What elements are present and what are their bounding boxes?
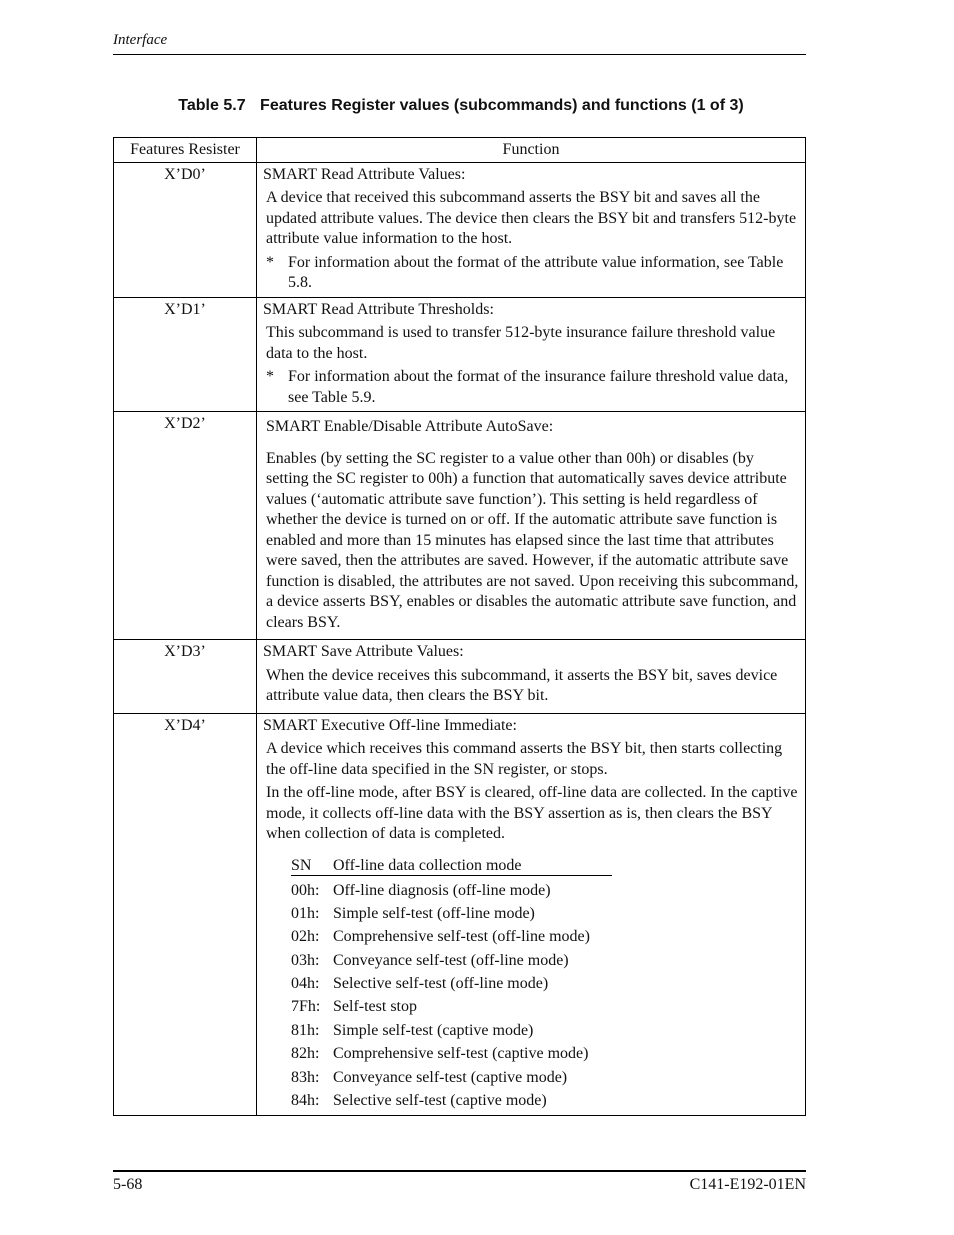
list-item [291, 1019, 799, 1042]
function-description: A device that received this subcommand asserts the BSY bit and saves all the updated attribute values. The device then clears the BSY bit and transfers 512-byte attribute value information to the host. [266, 189, 797, 247]
sn-mode: Comprehensive self-test (off-line mode) [333, 928, 590, 946]
list-item [291, 925, 799, 948]
sn-code: 02h: [291, 928, 320, 946]
sn-header-code: SN [291, 856, 312, 874]
sn-mode: Comprehensive self-test (captive mode) [333, 1045, 589, 1063]
list-item [291, 879, 799, 902]
column-header-features: Features Resister [114, 138, 257, 163]
sn-code: 04h: [291, 975, 320, 993]
sn-mode: Off-line diagnosis (off-line mode) [333, 881, 551, 899]
list-item [291, 972, 799, 995]
sn-mode: Selective self-test (captive mode) [333, 1092, 547, 1110]
table-row [114, 297, 806, 412]
function-title: SMART Read Attribute Values: [263, 165, 466, 183]
table-row [114, 412, 806, 640]
note-text: For information about the format of the attribute value information, see Table 5.8. [288, 253, 784, 291]
table-row [114, 713, 806, 1116]
table-header-row [114, 138, 806, 163]
feature-code: X’D1’ [114, 297, 257, 412]
sn-code: 81h: [291, 1021, 320, 1039]
sn-mode: Conveyance self-test (captive mode) [333, 1068, 568, 1086]
function-description: A device which receives this command asserts the BSY bit, then starts collecting the off-line data specified in the SN register, or stops. [266, 740, 783, 778]
list-item [291, 1042, 799, 1065]
function-cell [257, 412, 806, 640]
note-text: For information about the format of the insurance failure threshold value data, see Table 5.9. [288, 368, 789, 406]
function-title: SMART Enable/Disable Attribute AutoSave: [266, 418, 554, 435]
feature-code: X’D4’ [114, 713, 257, 1116]
list-item [291, 1066, 799, 1089]
table-caption [0, 97, 922, 115]
running-header: Interface [113, 32, 168, 48]
function-description: Enables (by setting the SC register to a value other than 00h) or disables (by setting the SC register to 00h) a function that automatically saves device attribute values (‘automatic attribute save function’). This setting is held regardless of whether the device is turned on or off. If the automatic attribute save function is enabled and more than 15 minutes has elapsed since the last time that attributes were saved, then the attributes are saved. However, if the automatic attribute save function is disabled, the attributes are not saved. Upon receiving this subcommand, a device asserts BSY, enables or disables the automatic attribute save function, and clears BSY. [266, 449, 799, 631]
document-id: C141-E192-01EN [689, 1176, 806, 1193]
table-number: Table 5.7 [178, 97, 246, 114]
sn-mode: Conveyance self-test (off-line mode) [333, 951, 569, 969]
sn-code: 82h: [291, 1045, 320, 1063]
function-cell [257, 640, 806, 714]
sn-mode-list [291, 855, 799, 1113]
feature-code: X’D0’ [114, 162, 257, 297]
column-header-function: Function [257, 138, 806, 163]
header-rule [113, 54, 806, 55]
sn-mode: Simple self-test (off-line mode) [333, 904, 535, 922]
table-row [114, 640, 806, 714]
sn-code: 83h: [291, 1068, 320, 1086]
footer-rule [113, 1170, 806, 1172]
sn-header-mode: Off-line data collection mode [333, 856, 522, 874]
list-item [291, 995, 799, 1018]
table-row [114, 162, 806, 297]
function-description: This subcommand is used to transfer 512-byte insurance failure threshold value data to the host. [266, 324, 776, 362]
function-cell [257, 162, 806, 297]
sn-mode: Simple self-test (captive mode) [333, 1021, 534, 1039]
note-marker: * [266, 253, 274, 271]
function-note [266, 367, 799, 408]
sn-mode: Self-test stop [333, 998, 417, 1016]
sn-code: 00h: [291, 881, 320, 899]
features-register-table [113, 137, 806, 1116]
page-number: 5-68 [113, 1176, 143, 1193]
list-item [291, 949, 799, 972]
feature-code: X’D3’ [114, 640, 257, 714]
function-title: SMART Read Attribute Thresholds: [263, 300, 494, 318]
function-note [266, 253, 799, 294]
note-marker: * [266, 368, 274, 385]
function-title: SMART Executive Off-line Immediate: [263, 716, 517, 734]
function-cell [257, 297, 806, 412]
function-cell [257, 713, 806, 1116]
sn-code: 84h: [291, 1092, 320, 1110]
function-title: SMART Save Attribute Values: [263, 643, 464, 660]
list-item [291, 1089, 799, 1112]
function-description: In the off-line mode, after BSY is cleared, off-line data are collected. In the captive mode, it collects off-line data with the BSY assertion as is, then clears the BSY when collection of data is completed. [266, 784, 798, 842]
feature-code: X’D2’ [114, 412, 257, 640]
list-item [291, 902, 799, 925]
sn-mode: Selective self-test (off-line mode) [333, 975, 549, 993]
sn-code: 01h: [291, 904, 320, 922]
sn-list-header [291, 855, 612, 876]
sn-code: 03h: [291, 951, 320, 969]
table-title: Features Register values (subcommands) and functions (1 of 3) [260, 97, 744, 114]
sn-code: 7Fh: [291, 998, 321, 1016]
function-description: When the device receives this subcommand, it asserts the BSY bit, saves device attribute value data, then clears the BSY bit. [266, 666, 778, 704]
